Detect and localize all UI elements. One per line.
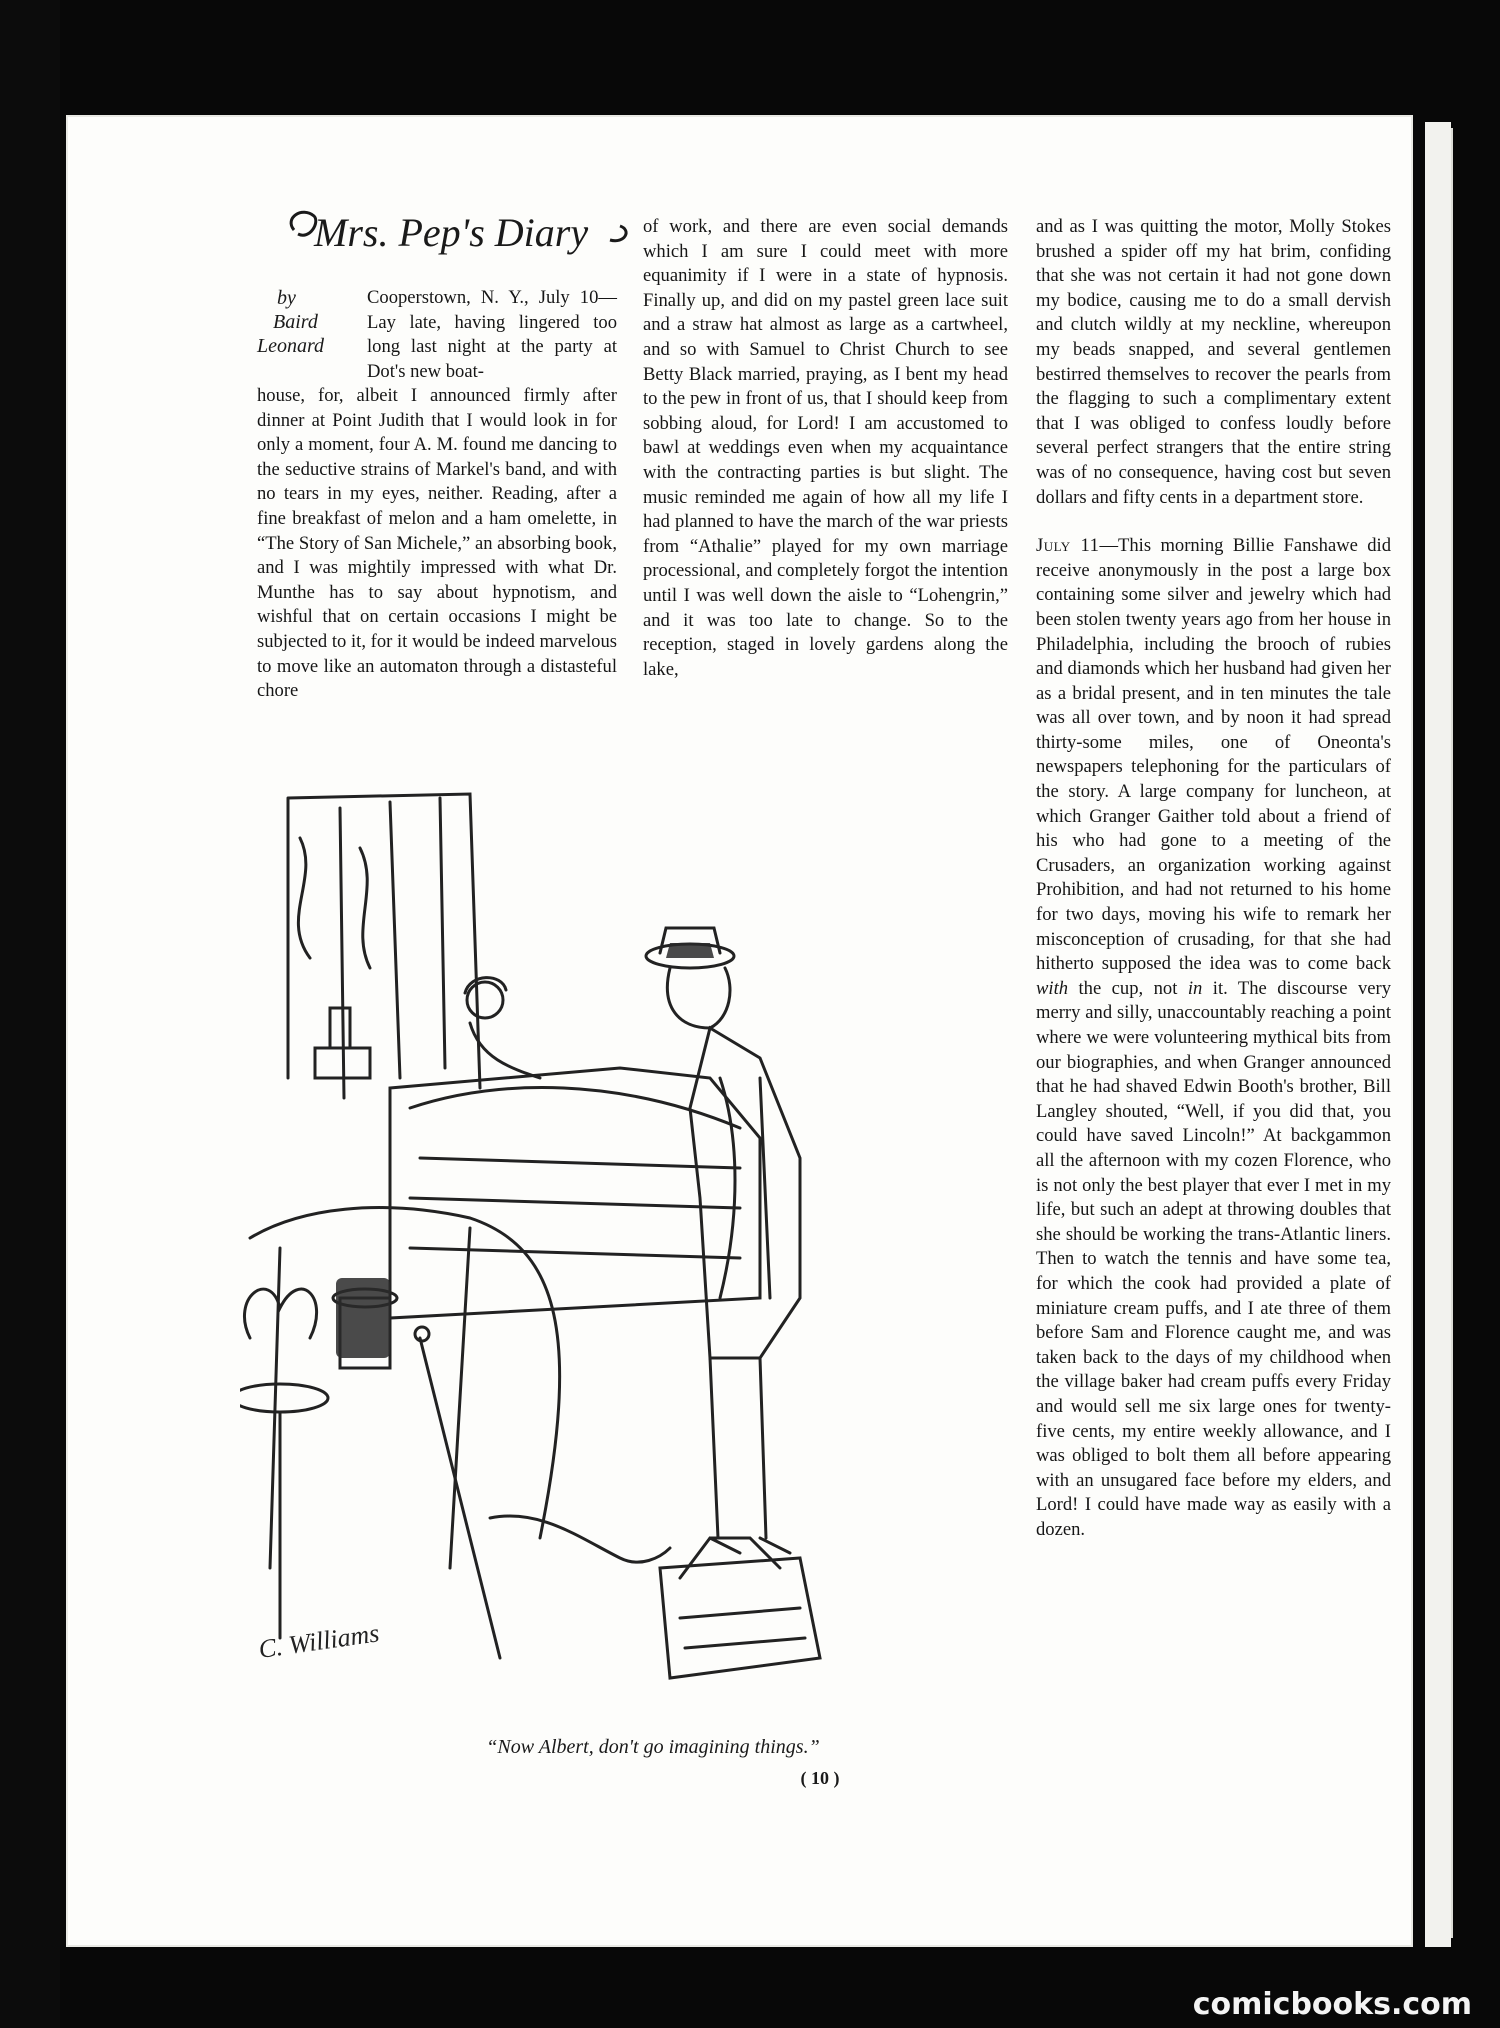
dateline: July 11 xyxy=(1036,535,1100,557)
column-3-paragraph-2 xyxy=(1036,534,1391,1542)
column-2 xyxy=(643,215,1008,682)
article-title xyxy=(280,200,640,272)
cartoon-caption: “Now Albert, don't go imagining things.” xyxy=(486,1736,820,1758)
facing-page-edge xyxy=(1425,122,1451,1947)
entry-text: it. The discourse very merry and silly, unaccountably reaching a point where we were volunteering mythical bits from our biographies, and when Granger announced that he had shaved Edwin Booth's brother, Bill Langley shouted, “Well, if you did that, you could have saved Lincoln!” At backgammon all the afternoon with my cozen Florence, who is not only the best player that ever I met in my life, but such an adept at throwing doubles that she should be working the trans-Atlantic liners. Then to watch the tennis and have some tea, for which the cook had provided a plate of miniature cream puffs, and I ate three of them before Sam and Florence caught me, and was taken back to the days of my childhood when the village baker had cream puffs every Friday and would sell me six large ones for twenty-five cents, my entire weekly allowance, and I was obliged to bolt them all before appearing with an unsugared face before my elders, and Lord! I could have made way as easily with a dozen. xyxy=(1036,977,1391,1540)
watermark: comicbooks.com xyxy=(1192,1987,1472,2022)
column-3 xyxy=(1036,215,1391,1542)
cartoon-illustration xyxy=(240,778,1010,1728)
column-3-paragraph-1: and as I was quitting the motor, Molly Stokes brushed a spider off my hat brim, confiding that she was not certain it had not gone down my bodice, causing me to do a small dervish and clutch wildly at my neckline, whereupon my beads snapped, and several gentlemen bestirred themselves to recover the pearls from the flagging to such a complimentary extent that I was obliged to confess loudly before several perfect strangers that the entire string was of no consequence, having cost but seven dollars and fifty cents in a department store. xyxy=(1036,216,1391,508)
gutter-line xyxy=(1451,128,1453,1938)
byline-last-name: Leonard xyxy=(257,335,325,357)
page-number: ( 10 ) xyxy=(800,1768,840,1788)
entry-text: the cup, not xyxy=(1068,977,1188,999)
title-script xyxy=(280,200,640,272)
sketch-drawing xyxy=(240,778,1010,1728)
italic-word: in xyxy=(1187,977,1203,999)
column-2-text: of work, and there are even social demands which I am sure I could meet with more equanimity if I were in a state of hypnosis. Finally up, and did on my pastel green lace suit and a straw hat almost as large as a cartwheel, and so with Samuel to Christ Church to see Betty Black married, praying, as I bent my head to the pew in front of us, that I should keep from sobbing aloud, for Lord! I am accustomed to bawl at weddings even when my acquaintance with the contracting parties is but slight. The music reminded me again of how all my life I had planned to have the march of the war priests from “Athalie” played for my own marriage processional, and completely forgot the intention until I was well down the aisle to “Lohengrin,” and it was too late to change. So to the reception, staged in lovely gardens along the lake, xyxy=(643,216,1008,680)
artist-signature: C. Williams xyxy=(256,1618,382,1664)
byline xyxy=(257,286,337,358)
italic-word: with xyxy=(1036,977,1069,999)
column-1-text: house, for, albeit I announced firmly after dinner at Point Judith that I would look in for only a moment, four A. M. found me dancing to the seductive strains of Markel's band, and with no tears in my eyes, neither. Reading, after a fine breakfast of melon and a ham omelette, in “The Story of San Michele,” an absorbing book, and I was mightily impressed with what Dr. Munthe has to say about hypnotism, and wishful that on certain occasions I might be subjected to it, for it would be indeed marvelous to move like an automaton through a distasteful chore xyxy=(257,385,617,702)
byline-first-name: Baird xyxy=(273,311,318,333)
scan-border xyxy=(0,0,60,2028)
column-1-opening xyxy=(367,286,617,384)
byline-by: by xyxy=(277,287,296,309)
opening-paragraph: Cooperstown, N. Y., July 10—Lay late, having lingered too long last night at the party at Dot's new boat- xyxy=(367,287,617,382)
title-text: Mrs. Pep's Diary xyxy=(314,210,589,255)
entry-text: —This morning Billie Fanshawe did receive anonymously in the post a large box containing some silver and jewelry which had been stolen twenty years ago from her house in Philadelphia, including the brooch of rubies and diamonds which her husband had given her as a bridal present, and in ten minutes the tale was all over town, and by noon it had spread thirty-some miles, one of Oneonta's newspapers telephoning for the particulars of the story. A large company for luncheon, at which Granger Gaither told about a friend of his who had gone to a meeting of the Crusaders, an organization working against Prohibition, and had not returned to his home for two days, moving his wife to remark her misconception of crusading, for that she had hitherto supposed the idea was to come back xyxy=(1036,535,1391,975)
column-1 xyxy=(257,384,617,704)
